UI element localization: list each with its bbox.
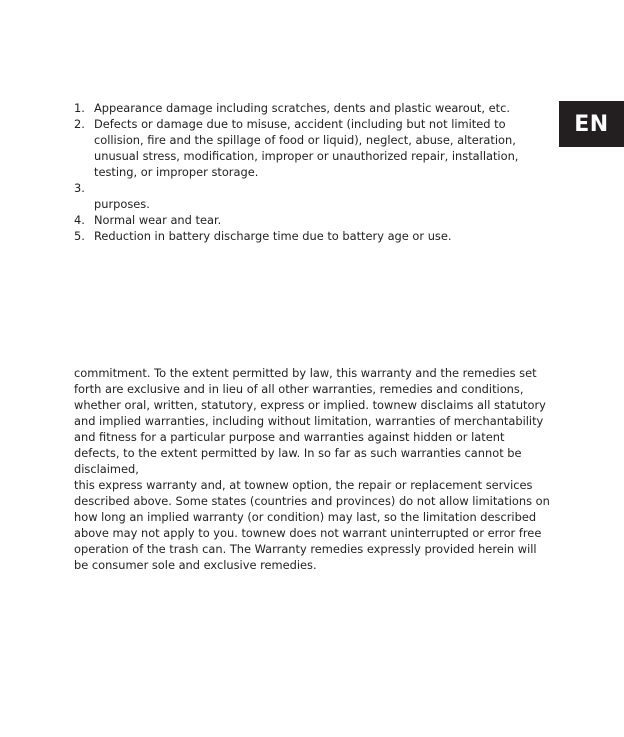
list-item-number: 4. bbox=[74, 213, 85, 227]
list-item-number: 2. bbox=[74, 117, 85, 131]
list-item-text-continuation: purposes. bbox=[94, 197, 150, 211]
list-item bbox=[74, 100, 534, 116]
list-item-text: Appearance damage including scratches, dents and plastic wearout, etc. bbox=[94, 101, 510, 115]
list-item bbox=[74, 228, 534, 244]
exclusions-list bbox=[74, 100, 534, 244]
list-item-number: 5. bbox=[74, 229, 85, 243]
list-item-text: Normal wear and tear. bbox=[94, 213, 222, 227]
warranty-remedies-paragraph: this express warranty and, at townew option, the repair or replacement services described above. Some states (countries and provinces) do not allow limitations on how long an implied warranty (or condition) may last, so the limitation described above may not apply to you. townew does not warrant uninterrupted or error free operation of the trash can. The Warranty remedies expressly provided herein will be consumer sole and exclusive remedies. bbox=[74, 478, 550, 572]
list-item-text: Defects or damage due to misuse, accident (including but not limited to collision, fire and the spillage of food or liquid), neglect, abuse, alteration, unusual stress, modification, improper or unauthorized repair, installation, testing, or improper storage. bbox=[94, 117, 519, 179]
list-item bbox=[74, 180, 534, 212]
warranty-disclaimer-paragraph: commitment. To the extent permitted by law, this warranty and the remedies set forth are exclusive and in lieu of all other warranties, remedies and conditions, whether oral, written, statutory, express or implied. townew disclaims all statutory and implied warranties, including without limitation, warranties of merchantability and fitness for a particular purpose and warranties against hidden or latent defects, to the extent permitted by law. In so far as such warranties cannot be disclaimed, bbox=[74, 366, 546, 476]
list-item-text: Reduction in battery discharge time due to battery age or use. bbox=[94, 229, 452, 243]
list-item-number: 3. bbox=[74, 181, 85, 195]
language-tab-en: EN bbox=[559, 101, 624, 147]
list-item bbox=[74, 116, 534, 180]
list-item-number: 1. bbox=[74, 101, 85, 115]
list-item-text bbox=[94, 180, 534, 196]
list-item bbox=[74, 212, 534, 228]
